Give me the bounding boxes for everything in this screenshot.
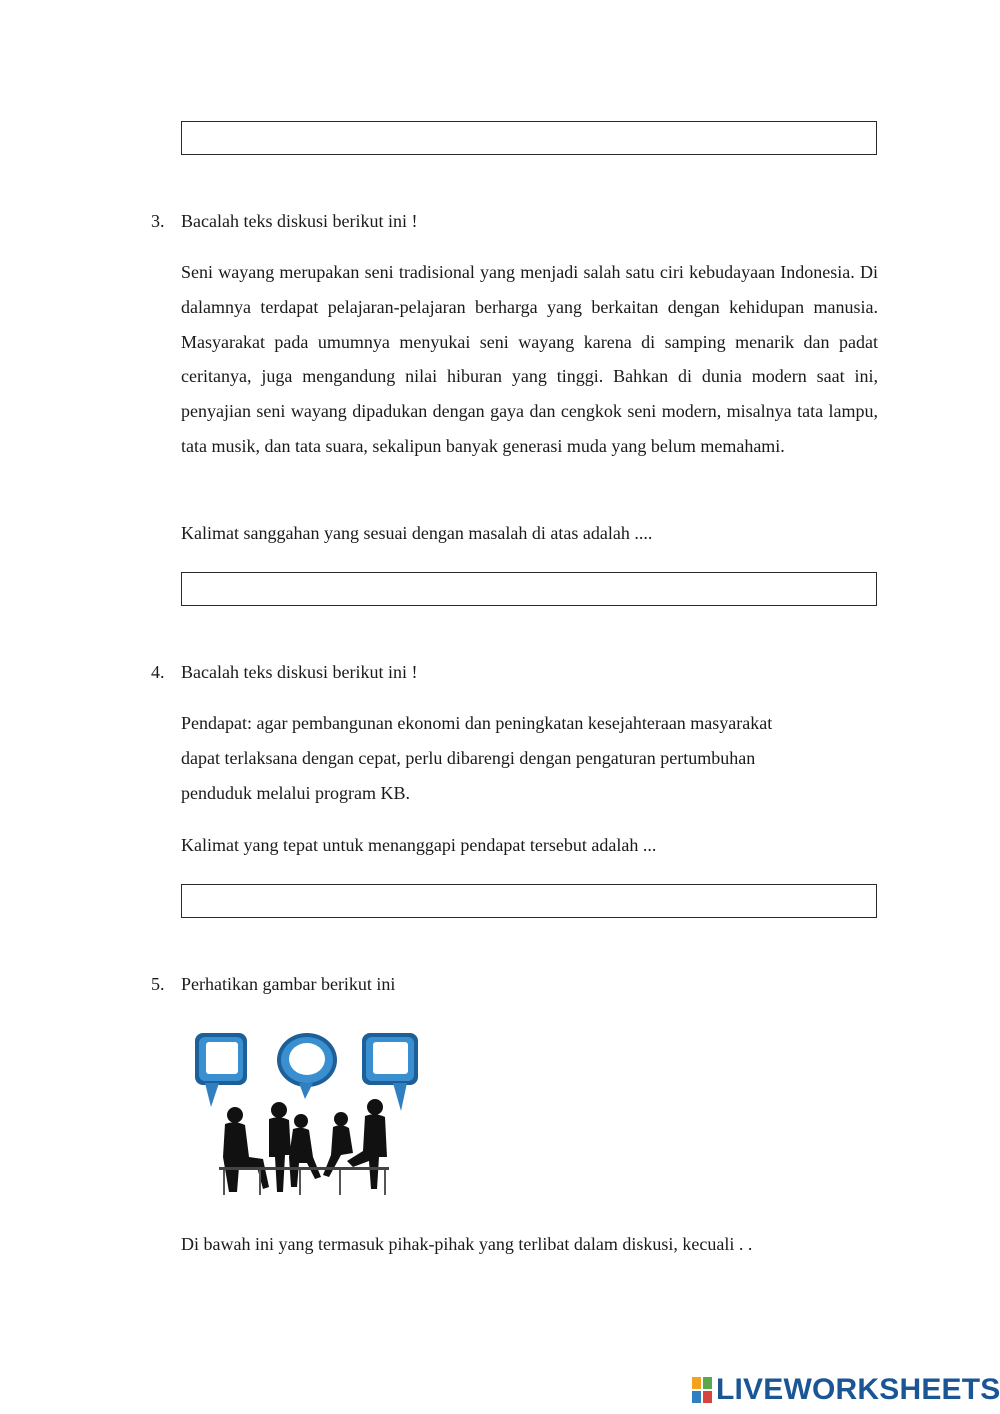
question-4-passage-line-2: dapat terlaksana dengan cepat, perlu dibarengi dengan pengaturan pertumbuhan — [181, 748, 756, 768]
logo-text: LIVEWORKSHEETS — [716, 1373, 1000, 1406]
answer-input-q3[interactable] — [181, 572, 877, 606]
question-3-prompt: Kalimat sanggahan yang sesuai dengan masalah di atas adalah .... — [181, 523, 653, 543]
question-3-passage: Seni wayang merupakan seni tradisional yang menjadi salah satu ciri kebudayaan Indonesia. Di dalamnya terdapat pelajaran-pelajaran berharga yang berkaitan dengan kehidupan manusia. Masyarakat pada umumnya menyukai seni wayang karena di samping menarik dan padat ceritanya, juga mengandung nilai hiburan yang tinggi. Bahkan di dunia modern saat ini, penyajian seni wayang dipadukan dengan gaya dan cengkok seni modern, misalnya tata lampu, tata musik, dan tata suara, sekalipun banyak generasi muda yang belum memahami. — [181, 262, 878, 456]
answer-input-q4[interactable] — [181, 884, 877, 918]
question-5-title: Perhatikan gambar berikut ini — [181, 974, 396, 994]
discussion-group-illustration — [189, 1027, 424, 1199]
question-5-number: 5. — [151, 974, 165, 994]
question-4-passage-line-3: penduduk melalui program KB. — [181, 783, 410, 803]
speech-bubble-square-right-icon — [362, 1033, 418, 1111]
liveworksheets-logo-icon — [692, 1377, 712, 1403]
question-5-prompt: Di bawah ini yang termasuk pihak-pihak yang terlibat dalam diskusi, kecuali . . — [181, 1234, 753, 1254]
question-4-passage-line-1: Pendapat: agar pembangunan ekonomi dan peningkatan kesejahteraan masyarakat — [181, 713, 773, 733]
speech-bubble-round-icon — [277, 1033, 337, 1099]
question-4-number: 4. — [151, 662, 165, 682]
question-4-prompt: Kalimat yang tepat untuk menanggapi pendapat tersebut adalah ... — [181, 835, 657, 855]
people-silhouettes-icon — [219, 1099, 389, 1195]
liveworksheets-logo — [692, 1374, 1000, 1406]
question-4-title: Bacalah teks diskusi berikut ini ! — [181, 662, 418, 682]
answer-input-q2[interactable] — [181, 121, 877, 155]
question-3-title: Bacalah teks diskusi berikut ini ! — [181, 211, 418, 231]
question-3-number: 3. — [151, 211, 165, 231]
speech-bubble-square-left-icon — [195, 1033, 247, 1107]
